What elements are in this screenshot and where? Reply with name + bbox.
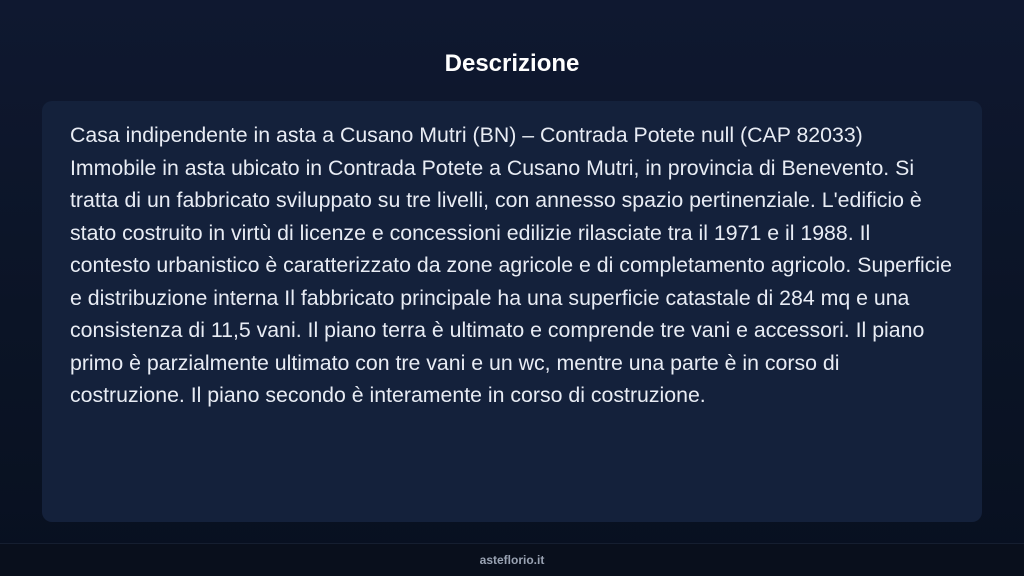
page-title: Descrizione [444, 50, 580, 77]
description-text: Casa indipendente in asta a Cusano Mutri (BN) – Contrada Potete null (CAP 82033) Immobile in asta ubicato in Contrada Potete a Cusano Mutri, in provincia di Benevento. Si tratta di un fabbricato sviluppato su tre livelli, con annesso spazio pertinenziale. L'edificio è stato costruito in virtù di licenze e concessioni edilizie rilasciate tra il 1971 e il 1988. Il contesto urbanistico è caratterizzato da zone agricole e di completamento agricolo. Superficie e distribuzione interna Il fabbricato principale ha una superficie catastale di 284 mq e una consistenza di 11,5 vani. Il piano terra è ultimato e comprende tre vani e accessori. Il piano primo è parzialmente ultimato con tre vani e un wc, mentre una parte è in corso di costruzione. Il piano secondo è interamente in corso di costruzione. [70, 123, 952, 407]
footer [0, 543, 1024, 576]
description-card [42, 101, 982, 522]
footer-brand: asteflorio.it [479, 553, 545, 567]
